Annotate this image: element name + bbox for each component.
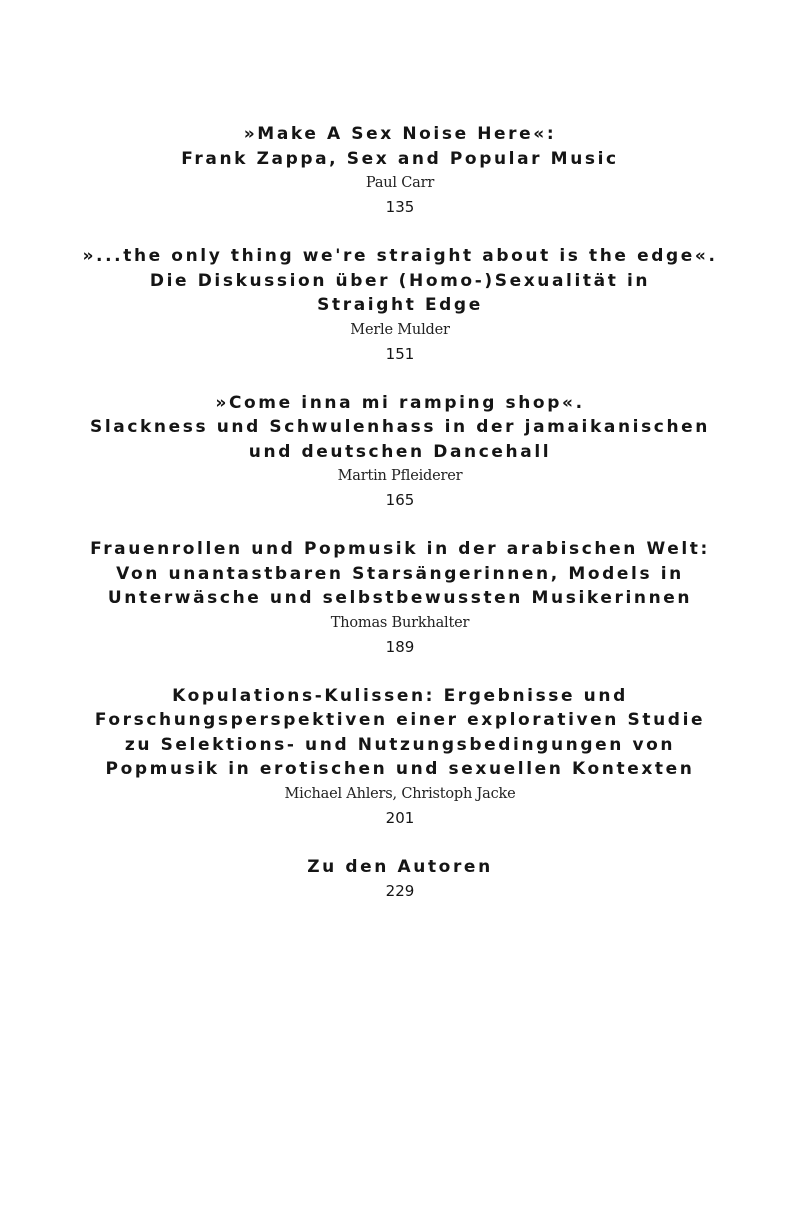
entry-author: Martin Pfleiderer bbox=[337, 468, 463, 484]
entry-title-line: Popmusik in erotischen und sexuellen Kontexten bbox=[105, 759, 695, 779]
toc-entry bbox=[0, 684, 800, 830]
table-of-contents bbox=[0, 122, 800, 928]
entry-title-line: Unterwäsche und selbstbewussten Musikerinnen bbox=[107, 588, 693, 608]
entry-page-number: 189 bbox=[385, 637, 415, 656]
entry-title-line: Von unantastbaren Starsängerinnen, Models in bbox=[116, 563, 684, 584]
entry-title-line: Frauenrollen und Popmusik in der arabischen Welt: bbox=[90, 539, 710, 559]
entry-author: Merle Mulder bbox=[350, 321, 450, 338]
entry-title-line: Frank Zappa, Sex and Popular Music bbox=[181, 148, 619, 169]
entry-page-number: 165 bbox=[385, 491, 415, 509]
entry-title-line: Kopulations-Kulissen: Ergebnisse und bbox=[172, 685, 628, 706]
toc-entry bbox=[0, 537, 800, 659]
toc-entry bbox=[0, 391, 800, 513]
entry-title-line: Straight Edge bbox=[317, 295, 483, 315]
entry-title-line: »Make A Sex Noise Here«: bbox=[243, 124, 557, 144]
entry-author: Michael Ahlers, Christoph Jacke bbox=[284, 785, 516, 802]
toc-entry bbox=[0, 244, 800, 366]
entry-author: Thomas Burkhalter bbox=[330, 614, 470, 631]
entry-title-line: Forschungsperspektiven einer explorativen Studie bbox=[94, 710, 706, 730]
entry-title-line: Zu den Autoren bbox=[307, 856, 493, 877]
toc-entry bbox=[0, 122, 800, 219]
entry-title-line: zu Selektions- und Nutzungsbedingungen von bbox=[124, 734, 676, 755]
entry-title-line: Slackness und Schwulenhass in der jamaikanischen bbox=[89, 417, 711, 437]
entry-author: Paul Carr bbox=[365, 175, 435, 191]
toc-entry bbox=[0, 855, 800, 904]
entry-title-line: »Come inna mi ramping shop«. bbox=[215, 392, 585, 413]
entry-page-number: 135 bbox=[385, 198, 415, 216]
entry-title-line: Die Diskussion über (Homo-)Sexualität in bbox=[149, 270, 651, 291]
entry-title-line: und deutschen Dancehall bbox=[248, 441, 552, 462]
entry-page-number: 201 bbox=[385, 808, 415, 827]
entry-title-line: »...the only thing we're straight about is the edge«. bbox=[82, 246, 718, 266]
entry-page-number: 229 bbox=[385, 882, 415, 900]
entry-page-number: 151 bbox=[385, 344, 415, 363]
